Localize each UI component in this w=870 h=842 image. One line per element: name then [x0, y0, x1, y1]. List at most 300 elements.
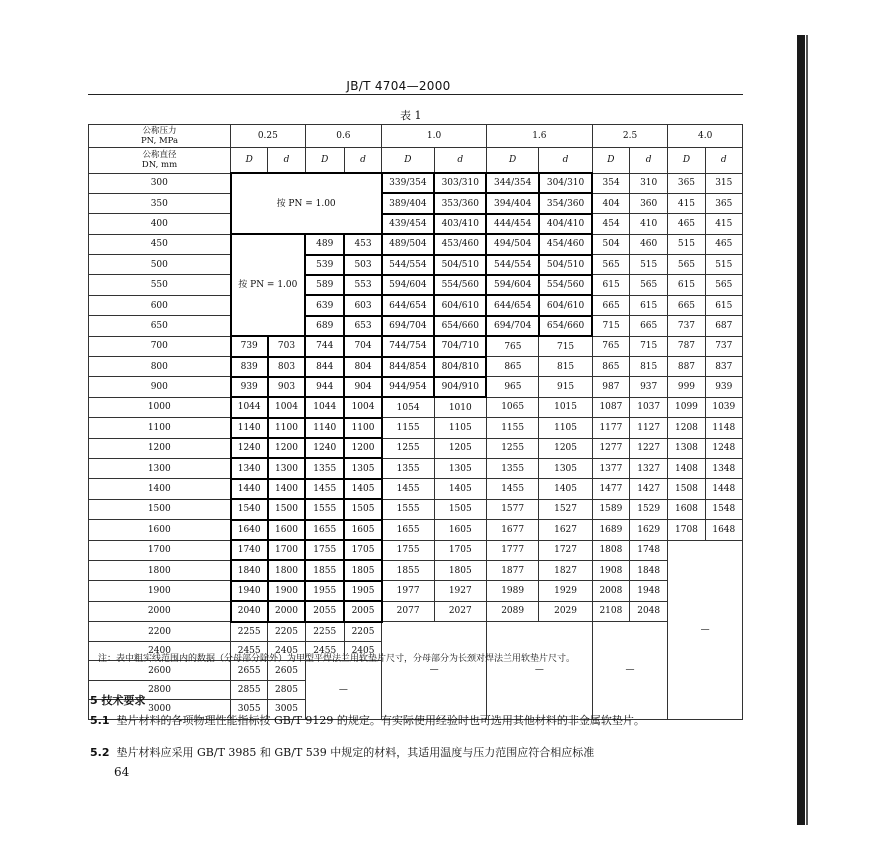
cell-d: 1037 [630, 397, 668, 417]
table-row [89, 581, 743, 601]
cell-d: 565 [705, 275, 742, 295]
cell-d: 604/610 [539, 295, 592, 315]
dn-cell: 3000 [89, 700, 231, 719]
cell-D: 2455 [305, 641, 344, 660]
cell-D: 489 [305, 234, 344, 254]
cell-D: 1640 [231, 520, 268, 540]
cell-d: 1605 [344, 520, 381, 540]
cell-D: 865 [592, 357, 629, 377]
cell-d: 2205 [344, 622, 381, 642]
cell-D: 765 [486, 336, 538, 356]
table-row [89, 397, 743, 417]
cell-d: 615 [630, 295, 668, 315]
cell-d: 1800 [268, 560, 305, 580]
cell-d: 2805 [268, 680, 305, 699]
table-row [89, 479, 743, 499]
outer-diameter-header: D [305, 148, 344, 174]
cell-D: 1955 [305, 581, 344, 601]
pn-header-cell: 1.6 [486, 125, 592, 148]
cell-D: 565 [668, 255, 705, 275]
cell-D: 1308 [668, 438, 705, 458]
cell-d: 1529 [630, 499, 668, 519]
cell-D: 1555 [305, 499, 344, 519]
cell-D: 1540 [231, 499, 268, 519]
paragraph-5-2-text: 垫片材料应采用 GB/T 3985 和 GB/T 539 中规定的材料，其适用温度与压力范围应符合相应标准 [116, 746, 595, 759]
cell-d: 360 [630, 193, 668, 213]
cell-d: 904 [344, 377, 381, 397]
cell-D: 504 [592, 234, 629, 254]
cell-d: 1627 [539, 520, 592, 540]
cell-d: 454/460 [539, 234, 592, 254]
cell-D: 1455 [305, 479, 344, 499]
cell-d: 1705 [344, 540, 381, 560]
table-row [89, 214, 743, 234]
cell-D: 2655 [231, 661, 268, 680]
outer-diameter-header: D [486, 148, 538, 174]
cell-d: 410 [630, 214, 668, 234]
cell-D: 344/354 [486, 173, 538, 193]
cell-d: 1648 [705, 520, 742, 540]
dn-cell: 1300 [89, 458, 231, 478]
cell-D: 444/454 [486, 214, 538, 234]
cell-d: 615 [705, 295, 742, 315]
cell-D: 1855 [382, 560, 434, 580]
cell-d: 703 [268, 336, 305, 356]
cell-D: 844 [305, 357, 344, 377]
cell-d: 1900 [268, 581, 305, 601]
dn-cell: 1800 [89, 560, 231, 580]
paragraph-5-2-number: 5.2 [90, 746, 110, 759]
cell-D: 939 [231, 377, 268, 397]
table-row [89, 316, 743, 336]
cell-D: 1655 [382, 520, 434, 540]
cell-D: 689 [305, 316, 344, 336]
cell-D: 644/654 [486, 295, 538, 315]
cell-d: 2605 [268, 661, 305, 680]
cell-d: 2205 [268, 622, 305, 642]
cell-d: 1400 [268, 479, 305, 499]
cell-d: 553 [344, 275, 381, 295]
cell-d: 715 [539, 336, 592, 356]
cell-D: 594/604 [486, 275, 538, 295]
cell-D: 1755 [305, 540, 344, 560]
cell-d: 837 [705, 357, 742, 377]
dash-cell: — [486, 622, 592, 719]
cell-D: 787 [668, 336, 705, 356]
dn-cell: 1500 [89, 499, 231, 519]
dn-cell: 1400 [89, 479, 231, 499]
paragraph-5-1-number: 5.1 [90, 714, 110, 727]
cell-d: 1405 [344, 479, 381, 499]
cell-d: 1300 [268, 458, 305, 478]
cell-D: 694/704 [486, 316, 538, 336]
cell-d: 1200 [268, 438, 305, 458]
outer-diameter-header: D [668, 148, 705, 174]
table-row [89, 193, 743, 213]
table-row [89, 377, 743, 397]
cell-d: 654/660 [434, 316, 486, 336]
cell-d: 1605 [434, 520, 486, 540]
cell-D: 539 [305, 255, 344, 275]
cell-D: 465 [668, 214, 705, 234]
paragraph-5-1-text: 垫片材料的各项物理性能指标按 GB/T 9129 的规定。有实际使用经验时也可选用其他材料的非金属软垫片。 [116, 714, 645, 727]
cell-D: 1655 [305, 520, 344, 540]
paragraph-5-2 [90, 745, 745, 761]
cell-d: 2029 [539, 601, 592, 621]
inner-diameter-header: d [705, 148, 742, 174]
cell-D: 1155 [382, 418, 434, 438]
inner-diameter-header: d [344, 148, 381, 174]
dash-cell: — [305, 661, 382, 719]
cell-d: 1427 [630, 479, 668, 499]
cell-d: 1348 [705, 458, 742, 478]
cell-D: 1277 [592, 438, 629, 458]
cell-d: 937 [630, 377, 668, 397]
outer-diameter-header: D [382, 148, 434, 174]
cell-d: 3005 [268, 700, 305, 719]
cell-d: 315 [705, 173, 742, 193]
cell-D: 615 [668, 275, 705, 295]
cell-D: 1355 [486, 458, 538, 478]
document-header: JB/T 4704—2000 [346, 79, 451, 93]
cell-d: 903 [268, 377, 305, 397]
cell-D: 1054 [382, 397, 434, 417]
dn-label-line1: 公称直径 [142, 150, 177, 161]
pn-label-line2: PN, MPa [140, 136, 179, 146]
cell-D: 3055 [231, 700, 268, 719]
cell-D: 944/954 [382, 377, 434, 397]
cell-D: 1589 [592, 499, 629, 519]
cell-D: 665 [668, 295, 705, 315]
cell-D: 389/404 [382, 193, 434, 213]
cell-D: 1455 [382, 479, 434, 499]
cell-D: 365 [668, 173, 705, 193]
cell-d: 2027 [434, 601, 486, 621]
cell-D: 454 [592, 214, 629, 234]
table-header-row-pn [89, 125, 743, 148]
cell-D: 544/554 [486, 255, 538, 275]
cell-d: 1927 [434, 581, 486, 601]
cell-d: 504/510 [539, 255, 592, 275]
pn-header-cell: 0.6 [305, 125, 382, 148]
table-row [89, 255, 743, 275]
cell-d: 365 [705, 193, 742, 213]
cell-D: 565 [592, 255, 629, 275]
cell-D: 1577 [486, 499, 538, 519]
cell-D: 1908 [592, 560, 629, 580]
cell-d: 554/560 [434, 275, 486, 295]
cell-d: 1039 [705, 397, 742, 417]
cell-D: 1140 [305, 418, 344, 438]
table-row [89, 295, 743, 315]
cell-D: 644/654 [382, 295, 434, 315]
dn-cell: 450 [89, 234, 231, 254]
header-rule [88, 94, 743, 95]
cell-d: 554/560 [539, 275, 592, 295]
cell-D: 394/404 [486, 193, 538, 213]
table-row [89, 418, 743, 438]
cell-D: 1044 [231, 397, 268, 417]
dash-cell: — [668, 540, 743, 719]
cell-d: 1105 [434, 418, 486, 438]
cell-D: 2077 [382, 601, 434, 621]
cell-d: 1148 [705, 418, 742, 438]
table-row [89, 520, 743, 540]
cell-D: 844/854 [382, 357, 434, 377]
cell-d: 1905 [344, 581, 381, 601]
cell-D: 1740 [231, 540, 268, 560]
cell-D: 765 [592, 336, 629, 356]
cell-D: 999 [668, 377, 705, 397]
pn-header-cell: 0.25 [231, 125, 306, 148]
pn-header-cell: 4.0 [668, 125, 743, 148]
dn-cell: 1700 [89, 540, 231, 560]
pn-label-line1: 公称压力 [142, 126, 177, 136]
cell-d: 1405 [539, 479, 592, 499]
cell-d: 654/660 [539, 316, 592, 336]
cell-d: 1705 [434, 540, 486, 560]
cell-d: 704 [344, 336, 381, 356]
cell-d: 1305 [539, 458, 592, 478]
paragraph-5-1 [90, 713, 745, 729]
cell-D: 1755 [382, 540, 434, 560]
cell-d: 2405 [268, 641, 305, 660]
dash-cell: — [592, 622, 668, 719]
cell-d: 1500 [268, 499, 305, 519]
table-row [89, 601, 743, 621]
table-row [89, 499, 743, 519]
dn-cell: 350 [89, 193, 231, 213]
cell-D: 739 [231, 336, 268, 356]
page-number: 64 [114, 765, 130, 779]
cell-d: 2405 [344, 641, 381, 660]
cell-D: 544/554 [382, 255, 434, 275]
dn-cell: 800 [89, 357, 231, 377]
cell-D: 354 [592, 173, 629, 193]
cell-d: 687 [705, 316, 742, 336]
cell-D: 1044 [305, 397, 344, 417]
cell-D: 2255 [305, 622, 344, 642]
cell-D: 1508 [668, 479, 705, 499]
cell-d: 565 [630, 275, 668, 295]
cell-d: 1105 [539, 418, 592, 438]
cell-D: 744 [305, 336, 344, 356]
cell-d: 1010 [434, 397, 486, 417]
cell-D: 1065 [486, 397, 538, 417]
cell-d: 1205 [539, 438, 592, 458]
cell-d: 2005 [344, 601, 381, 621]
cell-d: 353/360 [434, 193, 486, 213]
cell-d: 1827 [539, 560, 592, 580]
cell-d: 665 [630, 316, 668, 336]
scan-page-edge [797, 35, 805, 825]
cell-d: 404/410 [539, 214, 592, 234]
dn-cell: 400 [89, 214, 231, 234]
cell-d: 415 [705, 214, 742, 234]
cell-D: 1708 [668, 520, 705, 540]
cell-d: 815 [630, 357, 668, 377]
table-header-row-dd [89, 148, 743, 174]
cell-d: 1100 [268, 418, 305, 438]
dn-cell: 600 [89, 295, 231, 315]
cell-d: 1929 [539, 581, 592, 601]
dn-cell: 2200 [89, 622, 231, 642]
cell-D: 715 [592, 316, 629, 336]
table-row [89, 458, 743, 478]
cell-D: 1340 [231, 458, 268, 478]
cell-d: 460 [630, 234, 668, 254]
table-row [89, 622, 743, 642]
cell-D: 439/454 [382, 214, 434, 234]
cell-d: 939 [705, 377, 742, 397]
cell-D: 2055 [305, 601, 344, 621]
dn-cell: 500 [89, 255, 231, 275]
cell-D: 339/354 [382, 173, 434, 193]
cell-D: 1408 [668, 458, 705, 478]
outer-diameter-header: D [592, 148, 629, 174]
dn-cell: 2800 [89, 680, 231, 699]
cell-D: 1689 [592, 520, 629, 540]
merged-pn1-label: 按 PN = 1.00 [231, 173, 382, 234]
cell-D: 865 [486, 357, 538, 377]
cell-d: 915 [539, 377, 592, 397]
cell-d: 1015 [539, 397, 592, 417]
inner-diameter-header: d [434, 148, 486, 174]
cell-d: 1305 [434, 458, 486, 478]
cell-D: 1208 [668, 418, 705, 438]
table-row [89, 438, 743, 458]
cell-d: 1004 [268, 397, 305, 417]
cell-d: 803 [268, 357, 305, 377]
dn-cell: 550 [89, 275, 231, 295]
dn-cell: 2400 [89, 641, 231, 660]
cell-D: 1440 [231, 479, 268, 499]
cell-d: 1305 [344, 458, 381, 478]
cell-d: 1448 [705, 479, 742, 499]
table-row [89, 357, 743, 377]
cell-d: 737 [705, 336, 742, 356]
cell-D: 839 [231, 357, 268, 377]
cell-D: 594/604 [382, 275, 434, 295]
table-title: 表 1 [400, 109, 422, 122]
cell-D: 1977 [382, 581, 434, 601]
cell-d: 2048 [630, 601, 668, 621]
cell-d: 1805 [434, 560, 486, 580]
cell-D: 694/704 [382, 316, 434, 336]
dn-cell: 300 [89, 173, 231, 193]
cell-d: 1748 [630, 540, 668, 560]
cell-d: 1629 [630, 520, 668, 540]
cell-D: 1455 [486, 479, 538, 499]
cell-d: 1405 [434, 479, 486, 499]
pn-header-cell: 2.5 [592, 125, 668, 148]
cell-D: 2008 [592, 581, 629, 601]
dn-cell: 1900 [89, 581, 231, 601]
cell-d: 310 [630, 173, 668, 193]
cell-d: 1700 [268, 540, 305, 560]
cell-D: 515 [668, 234, 705, 254]
cell-D: 944 [305, 377, 344, 397]
cell-d: 1948 [630, 581, 668, 601]
cell-d: 1004 [344, 397, 381, 417]
cell-D: 404 [592, 193, 629, 213]
table-row [89, 540, 743, 560]
cell-D: 415 [668, 193, 705, 213]
cell-d: 1505 [344, 499, 381, 519]
scan-page-edge-shadow [806, 35, 808, 825]
cell-D: 589 [305, 275, 344, 295]
cell-d: 2000 [268, 601, 305, 621]
cell-D: 1989 [486, 581, 538, 601]
cell-D: 665 [592, 295, 629, 315]
cell-d: 704/710 [434, 336, 486, 356]
cell-d: 1727 [539, 540, 592, 560]
cell-D: 494/504 [486, 234, 538, 254]
cell-D: 2089 [486, 601, 538, 621]
cell-D: 1877 [486, 560, 538, 580]
cell-d: 1205 [434, 438, 486, 458]
pn-label-cell [89, 125, 231, 148]
dn-cell: 1100 [89, 418, 231, 438]
cell-d: 354/360 [539, 193, 592, 213]
table-row [89, 560, 743, 580]
dn-cell: 900 [89, 377, 231, 397]
cell-D: 987 [592, 377, 629, 397]
cell-d: 804 [344, 357, 381, 377]
cell-D: 1777 [486, 540, 538, 560]
cell-D: 615 [592, 275, 629, 295]
table-row [89, 275, 743, 295]
inner-diameter-header: d [539, 148, 592, 174]
cell-d: 815 [539, 357, 592, 377]
cell-D: 1255 [486, 438, 538, 458]
table-row [89, 336, 743, 356]
cell-D: 1855 [305, 560, 344, 580]
cell-d: 1200 [344, 438, 381, 458]
cell-D: 1555 [382, 499, 434, 519]
dn-label-line2: DN, mm [141, 160, 178, 171]
dn-cell: 1000 [89, 397, 231, 417]
cell-d: 1527 [539, 499, 592, 519]
cell-d: 403/410 [434, 214, 486, 234]
cell-D: 1608 [668, 499, 705, 519]
cell-d: 503 [344, 255, 381, 275]
cell-d: 515 [705, 255, 742, 275]
cell-d: 1248 [705, 438, 742, 458]
cell-D: 1140 [231, 418, 268, 438]
cell-D: 737 [668, 316, 705, 336]
cell-d: 1227 [630, 438, 668, 458]
cell-D: 2108 [592, 601, 629, 621]
cell-D: 887 [668, 357, 705, 377]
cell-d: 904/910 [434, 377, 486, 397]
cell-D: 489/504 [382, 234, 434, 254]
dash-cell: — [382, 622, 487, 719]
cell-d: 1100 [344, 418, 381, 438]
cell-D: 1940 [231, 581, 268, 601]
cell-D: 965 [486, 377, 538, 397]
cell-d: 303/310 [434, 173, 486, 193]
dn-cell: 650 [89, 316, 231, 336]
cell-d: 715 [630, 336, 668, 356]
cell-d: 804/810 [434, 357, 486, 377]
cell-d: 453/460 [434, 234, 486, 254]
cell-d: 465 [705, 234, 742, 254]
dn-cell: 1200 [89, 438, 231, 458]
cell-D: 1355 [305, 458, 344, 478]
cell-D: 744/754 [382, 336, 434, 356]
pn-header-cell: 1.0 [382, 125, 487, 148]
